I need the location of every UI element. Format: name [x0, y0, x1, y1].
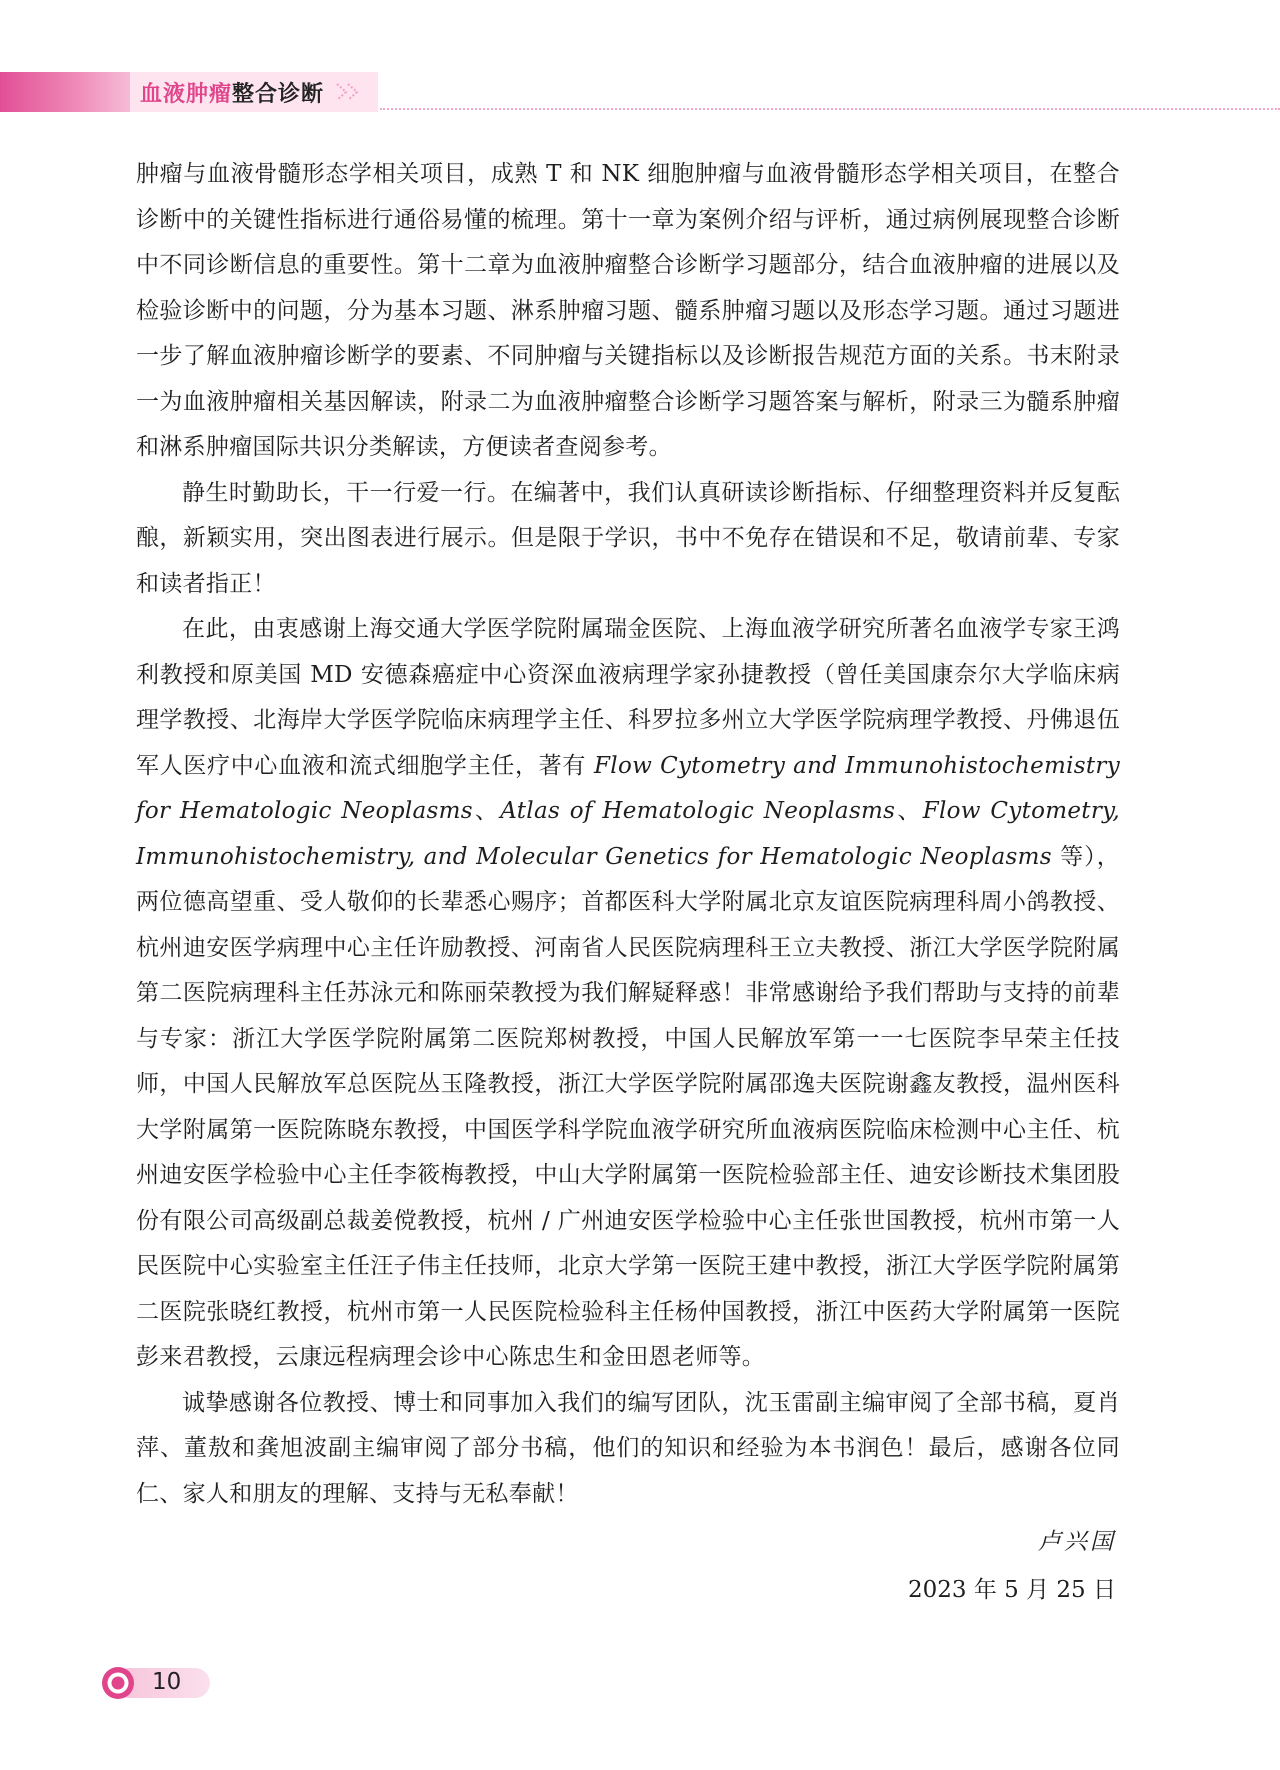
paragraph-3 — [136, 607, 1120, 1381]
text-segment: 静生时勤助长，干一行爱一行。在编著中，我们认真研读诊断指标、仔细整理资料并反复酝酿，新颖实用，突出图表进行展示。但是限于学识，书中不免存在错误和不足，敬请前辈、专家和读者指正！ — [136, 479, 1120, 597]
text-segment: 诚挚感谢各位教授、博士和同事加入我们的编写团队，沈玉雷副主编审阅了全部书稿，夏肖萍、董敖和龚旭波副主编审阅了部分书稿，他们的知识和经验为本书润色！最后，感谢各位同仁、家人和朋友的理解、支持与无私奉献！ — [136, 1389, 1120, 1507]
header-color-band — [0, 72, 130, 112]
header-dotted-rule — [380, 108, 1280, 110]
signature-date: 2023 年 5 月 25 日 — [908, 1577, 1116, 1603]
book-title-italic: Flow Cytometry and Immunohistochemistry for Hematologic Neoplasms — [136, 752, 1120, 824]
page-body — [136, 152, 1120, 1517]
text-segment: 、 — [895, 798, 923, 824]
text-segment: 肿瘤与血液骨髓形态学相关项目，成熟 T 和 NK 细胞肿瘤与血液骨髓形态学相关项目，在整合诊断中的关键性指标进行通俗易懂的梳理。第十一章为案例介绍与评析，通过病例展现整合诊断中不同诊断信息的重要性。第十二章为血液肿瘤整合诊断学习题部分，结合血液肿瘤的进展以及检验诊断中的问题，分为基本习题、淋系肿瘤习题、髓系肿瘤习题以及形态学习题。通过习题进一步了解血液肿瘤诊断学的要素、不同肿瘤与关键指标以及诊断报告规范方面的关系。书末附录一为血液肿瘤相关基因解读，附录二为血液肿瘤整合诊断学习题答案与解析，附录三为髓系肿瘤和淋系肿瘤国际共识分类解读，方便读者查阅参考。 — [136, 161, 1120, 460]
book-title-rest: 整合诊断 — [232, 81, 325, 107]
book-title-italic: Atlas of Hematologic Neoplasms — [500, 798, 896, 824]
text-segment: 在此，由衷感谢上海交通大学医学院附属瑞金医院、上海血液学研究所著名血液学专家王鸿利教授和原美国 MD 安德森癌症中心资深血液病理学家孙捷教授（曾任美国康奈尔大学临床病理学教授、北海岸大学医学院临床病理学主任、科罗拉多州立大学医学院病理学教授、丹佛退伍军人医疗中心血液和流式细胞学主任，著有 — [136, 616, 1120, 779]
paragraph-2 — [136, 471, 1120, 608]
text-segment: 等），两位德高望重、受人敬仰的长辈悉心赐序；首都医科大学附属北京友谊医院病理科周小鸽教授、杭州迪安医学病理中心主任许励教授、河南省人民医院病理科王立夫教授、浙江大学医学院附属第二医院病理科主任苏泳元和陈丽荣教授为我们解疑释惑！非常感谢给予我们帮助与支持的前辈与专家：浙江大学医学院附属第二医院郑树教授，中国人民解放军第一一七医院李早荣主任技师，中国人民解放军总医院丛玉隆教授，浙江大学医学院附属邵逸夫医院谢鑫友教授，温州医科大学附属第一医院陈晓东教授，中国医学科学院血液学研究所血液病医院临床检测中心主任、杭州迪安医学检验中心主任李筱梅教授，中山大学附属第一医院检验部主任、迪安诊断技术集团股份有限公司高级副总裁姜傥教授，杭州 / 广州迪安医学检验中心主任张世国教授，杭州市第一人民医院中心实验室主任汪子伟主任技师，北京大学第一医院王建中教授，浙江大学医学院附属第二医院张晓红教授，杭州市第一人民医院检验科主任杨仲国教授，浙江中医药大学附属第一医院彭来君教授，云康远程病理会诊中心陈忠生和金田恩老师等。 — [136, 843, 1120, 1370]
target-circle-icon — [100, 1665, 136, 1701]
header-title-box — [130, 72, 378, 112]
paragraph-1 — [136, 152, 1120, 471]
double-chevron-icon — [334, 81, 364, 103]
running-header — [0, 72, 1280, 112]
text-segment: 、 — [472, 798, 501, 824]
author-name: 卢兴国 — [1038, 1529, 1116, 1555]
page-number: 10 — [152, 1669, 182, 1695]
page-footer — [100, 1664, 210, 1702]
signature-block — [908, 1518, 1116, 1614]
book-title-accent: 血液肿瘤 — [140, 81, 233, 107]
paragraph-4 — [136, 1381, 1120, 1518]
book-title — [140, 77, 324, 108]
book-title-italic: Flow Cytometry, Immunohistochemistry, and Molecular Genetics for Hematologic Neoplasms — [136, 798, 1120, 870]
